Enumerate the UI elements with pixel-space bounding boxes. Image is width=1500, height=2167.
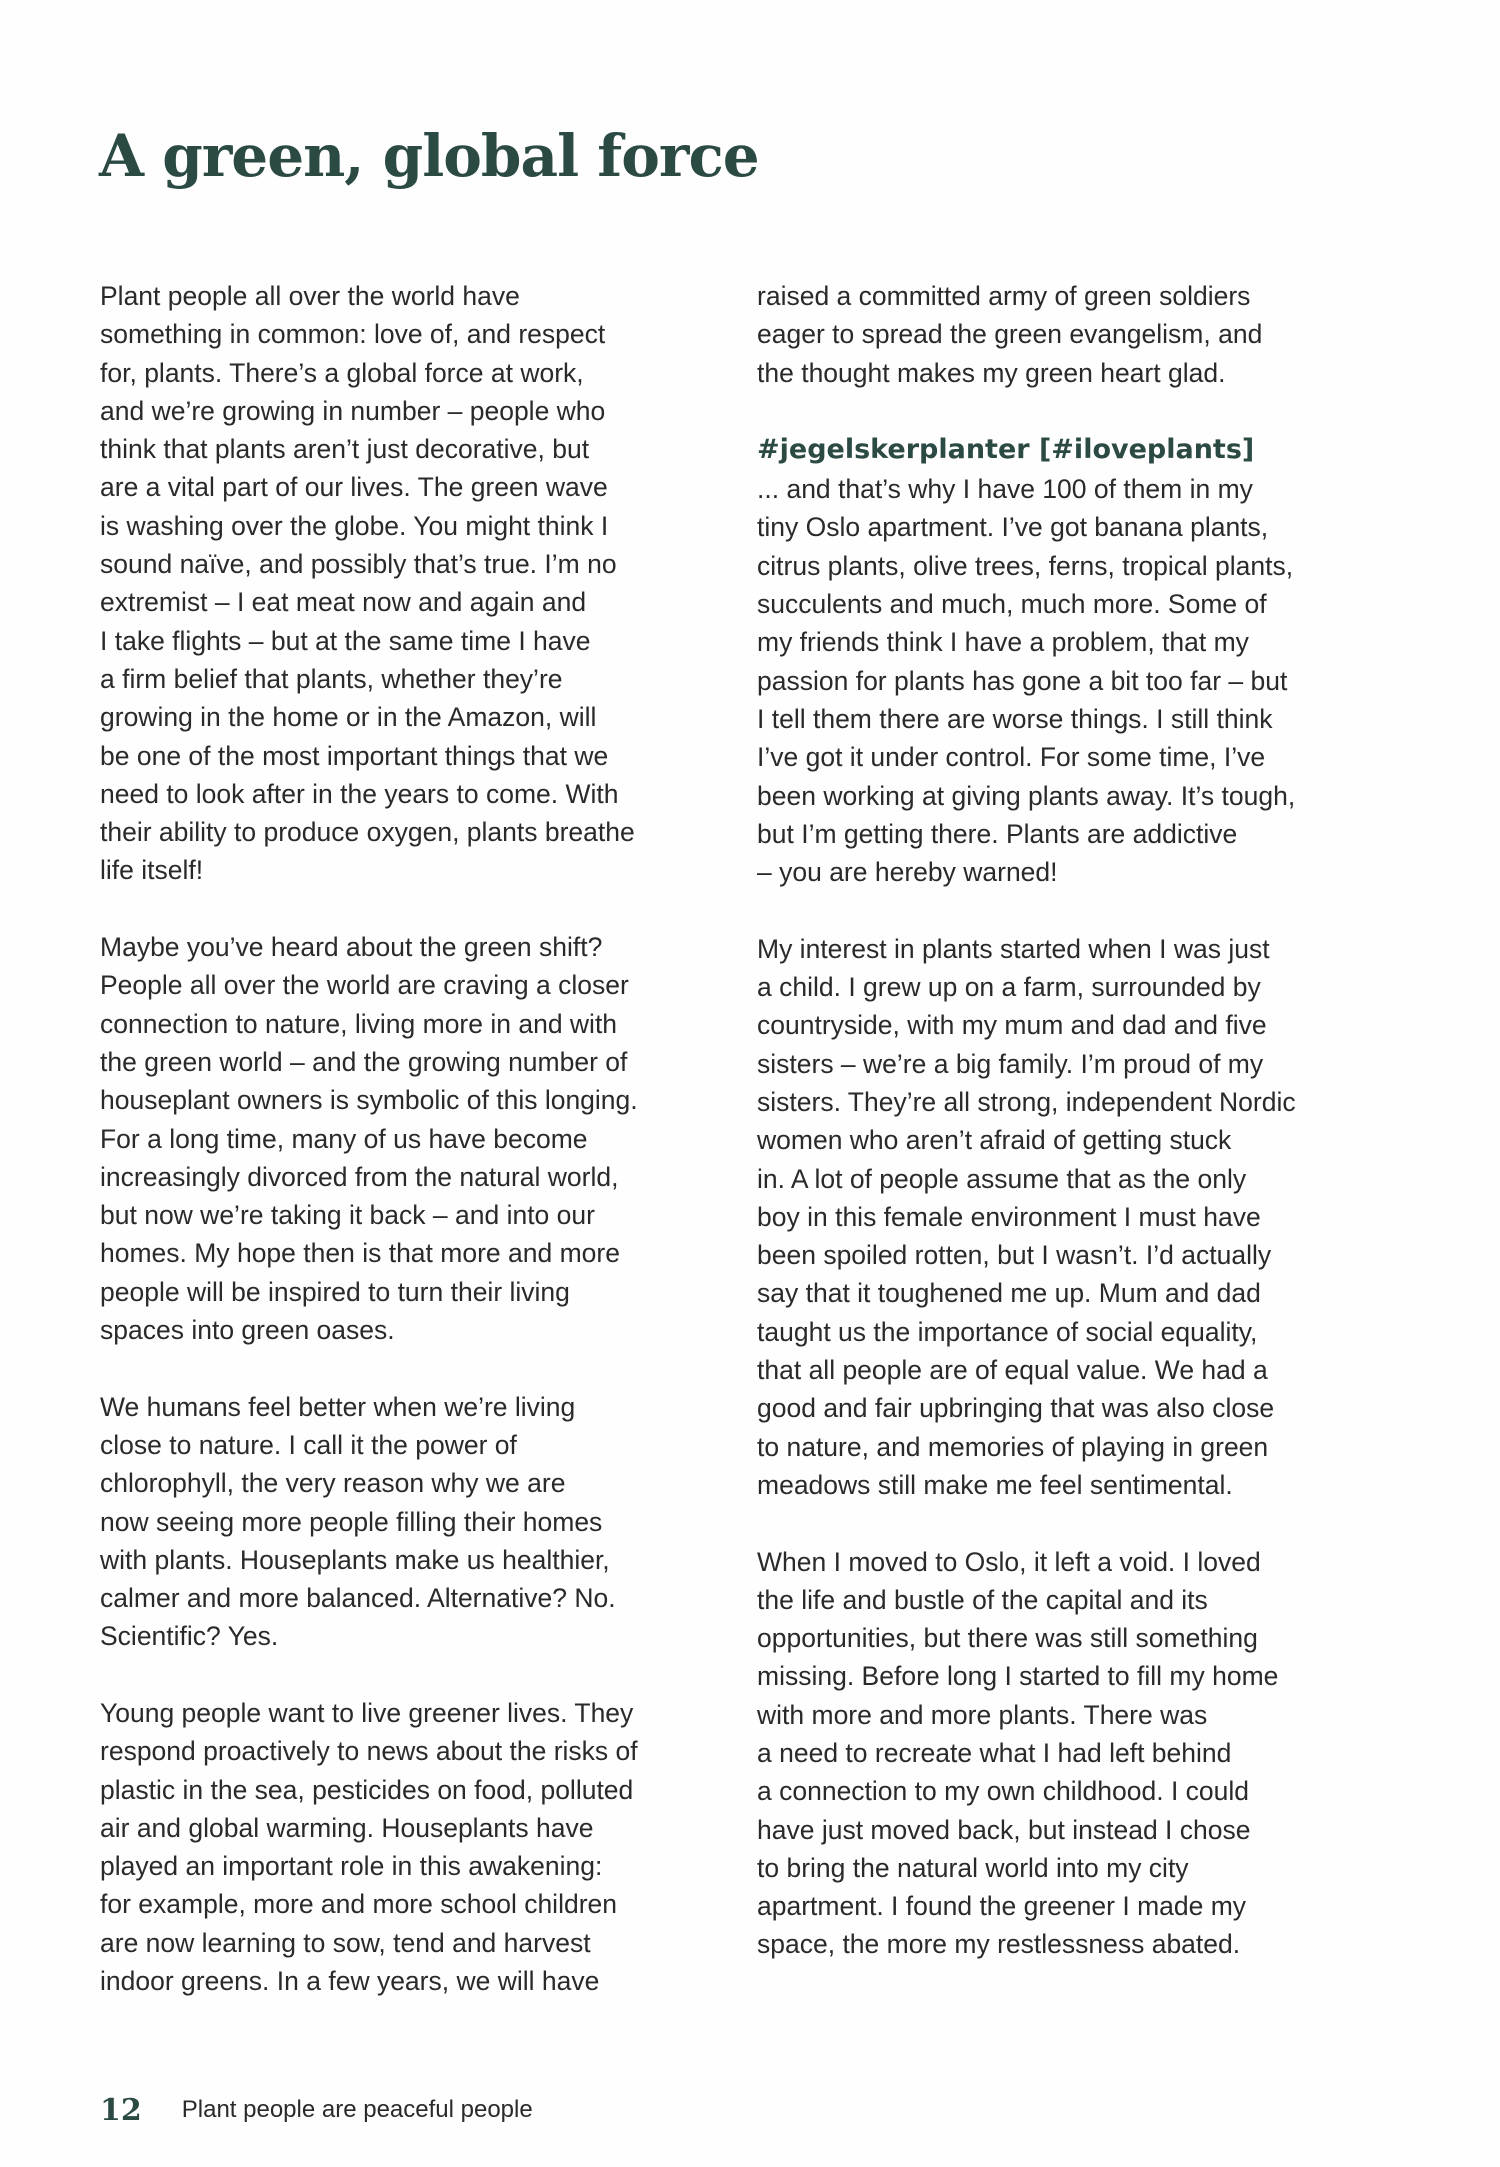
text-line: citrus plants, olive trees, ferns, tropical plants, xyxy=(757,550,1294,581)
text-line: but now we’re taking it back – and into our xyxy=(100,1200,595,1231)
text-line: are a vital part of our lives. The green wave xyxy=(100,472,608,503)
text-line: with plants. Houseplants make us healthier, xyxy=(100,1544,610,1575)
text-line: women who aren’t afraid of getting stuck xyxy=(757,1125,1232,1156)
text-line: countryside, with my mum and dad and five xyxy=(757,1010,1267,1041)
text-line: in. A lot of people assume that as the only xyxy=(757,1163,1247,1194)
text-line: My interest in plants started when I was just xyxy=(757,933,1270,964)
text-line: sound naïve, and possibly that’s true. I’m no xyxy=(100,549,617,580)
right-column xyxy=(757,277,1397,2002)
paragraph xyxy=(100,277,740,890)
text-line: sisters. They’re all strong, independent Nordic xyxy=(757,1086,1296,1117)
text-line: extremist – I eat meat now and again and xyxy=(100,587,587,618)
text-line: We humans feel better when we’re living xyxy=(100,1391,576,1422)
text-line: passion for plants has gone a bit too far – but xyxy=(757,665,1288,696)
paragraph xyxy=(100,1694,740,2000)
text-line: and we’re growing in number – people who xyxy=(100,395,606,426)
text-line: indoor greens. In a few years, we will have xyxy=(100,1966,600,1997)
text-line: good and fair upbringing that was also close xyxy=(757,1393,1275,1424)
paragraph xyxy=(100,1388,740,1656)
text-line: Scientific? Yes. xyxy=(100,1621,279,1652)
text-line: for example, more and more school children xyxy=(100,1889,617,1920)
text-line: life itself! xyxy=(100,855,204,886)
text-line: homes. My hope then is that more and more xyxy=(100,1238,620,1269)
paragraph xyxy=(100,928,740,1349)
text-line: houseplant owners is symbolic of this longing. xyxy=(100,1085,638,1116)
page-footer xyxy=(100,2088,533,2132)
text-line: taught us the importance of social equality, xyxy=(757,1316,1258,1347)
text-line: the green world – and the growing number of xyxy=(100,1046,628,1077)
section-heading: #jegelskerplanter [#iloveplants] xyxy=(757,434,1255,466)
text-line: calmer and more balanced. Alternative? No. xyxy=(100,1583,616,1614)
text-line: plastic in the sea, pesticides on food, polluted xyxy=(100,1774,634,1805)
text-line: I tell them there are worse things. I still think xyxy=(757,703,1273,734)
text-line: sisters – we’re a big family. I’m proud of my xyxy=(757,1048,1264,1079)
paragraph xyxy=(757,930,1397,1504)
text-line: now seeing more people filling their homes xyxy=(100,1506,603,1537)
text-line: a connection to my own childhood. I could xyxy=(757,1776,1250,1807)
text-line: succulents and much, much more. Some of xyxy=(757,589,1267,620)
text-line: I take flights – but at the same time I have xyxy=(100,625,591,656)
text-line: air and global warming. Houseplants have xyxy=(100,1812,594,1843)
text-line: For a long time, many of us have become xyxy=(100,1123,588,1154)
text-line: something in common: love of, and respect xyxy=(100,319,606,350)
text-line: When I moved to Oslo, it left a void. I loved xyxy=(757,1546,1261,1577)
text-line: have just moved back, but instead I chose xyxy=(757,1814,1251,1845)
text-line: with more and more plants. There was xyxy=(757,1699,1208,1730)
text-line: respond proactively to news about the risks of xyxy=(100,1736,638,1767)
text-line: a firm belief that plants, whether they’re xyxy=(100,663,563,694)
left-column xyxy=(100,277,740,2039)
text-line: my friends think I have a problem, that my xyxy=(757,627,1249,658)
page-title: A green, global force xyxy=(99,122,759,190)
text-line: missing. Before long I started to fill my home xyxy=(757,1661,1279,1692)
text-line: opportunities, but there was still something xyxy=(757,1623,1258,1654)
text-line: but I’m getting there. Plants are addictive xyxy=(757,818,1238,849)
text-line: raised a committed army of green soldiers xyxy=(757,281,1251,311)
text-line: a need to recreate what I had left behind xyxy=(757,1737,1232,1768)
paragraph xyxy=(757,470,1397,891)
text-line: growing in the home or in the Amazon, will xyxy=(100,702,597,733)
text-line: spaces into green oases. xyxy=(100,1315,395,1346)
text-line: need to look after in the years to come. With xyxy=(100,778,619,809)
text-line: close to nature. I call it the power of xyxy=(100,1429,517,1460)
text-line: are now learning to sow, tend and harvest xyxy=(100,1927,591,1958)
text-line: Plant people all over the world have xyxy=(100,281,520,311)
text-line: for, plants. There’s a global force at work, xyxy=(100,357,584,388)
text-line: apartment. I found the greener I made my xyxy=(757,1891,1247,1922)
text-line: is washing over the globe. You might think I xyxy=(100,510,609,541)
paragraph xyxy=(757,1543,1397,1964)
paragraph xyxy=(757,277,1397,392)
text-line: I’ve got it under control. For some time, I’ve xyxy=(757,742,1266,773)
text-line: meadows still make me feel sentimental. xyxy=(757,1469,1233,1500)
text-line: – you are hereby warned! xyxy=(757,857,1058,888)
text-line: played an important role in this awakening: xyxy=(100,1851,603,1882)
text-line: increasingly divorced from the natural world, xyxy=(100,1161,619,1192)
text-line: been spoiled rotten, but I wasn’t. I’d actually xyxy=(757,1240,1272,1271)
text-line: to bring the natural world into my city xyxy=(757,1852,1189,1883)
text-line: think that plants aren’t just decorative, but xyxy=(100,434,590,465)
text-line: been working at giving plants away. It’s tough, xyxy=(757,780,1296,811)
text-line: ... and that’s why I have 100 of them in my xyxy=(757,474,1253,505)
text-line: connection to nature, living more in and with xyxy=(100,1008,618,1039)
text-line: the thought makes my green heart glad. xyxy=(757,357,1226,388)
text-line: a child. I grew up on a farm, surrounded by xyxy=(757,972,1261,1003)
text-line: space, the more my restlessness abated. xyxy=(757,1929,1241,1960)
text-line: eager to spread the green evangelism, and xyxy=(757,319,1263,350)
text-line: their ability to produce oxygen, plants breathe xyxy=(100,817,635,848)
text-line: chlorophyll, the very reason why we are xyxy=(100,1468,566,1499)
page-number: 12 xyxy=(100,2092,142,2128)
text-line: say that it toughened me up. Mum and dad xyxy=(757,1278,1261,1309)
text-line: Maybe you’ve heard about the green shift? xyxy=(100,932,603,963)
text-line: People all over the world are craving a closer xyxy=(100,970,629,1001)
text-line: people will be inspired to turn their living xyxy=(100,1276,570,1307)
running-title: Plant people are peaceful people xyxy=(181,2096,533,2123)
text-line: that all people are of equal value. We had a xyxy=(757,1355,1268,1386)
text-line: tiny Oslo apartment. I’ve got banana plants, xyxy=(757,512,1269,543)
text-line: be one of the most important things that we xyxy=(100,740,609,771)
text-line: the life and bustle of the capital and its xyxy=(757,1584,1208,1615)
text-line: boy in this female environment I must have xyxy=(757,1201,1261,1232)
text-line: to nature, and memories of playing in green xyxy=(757,1431,1269,1462)
text-line: Young people want to live greener lives. They xyxy=(100,1697,634,1728)
